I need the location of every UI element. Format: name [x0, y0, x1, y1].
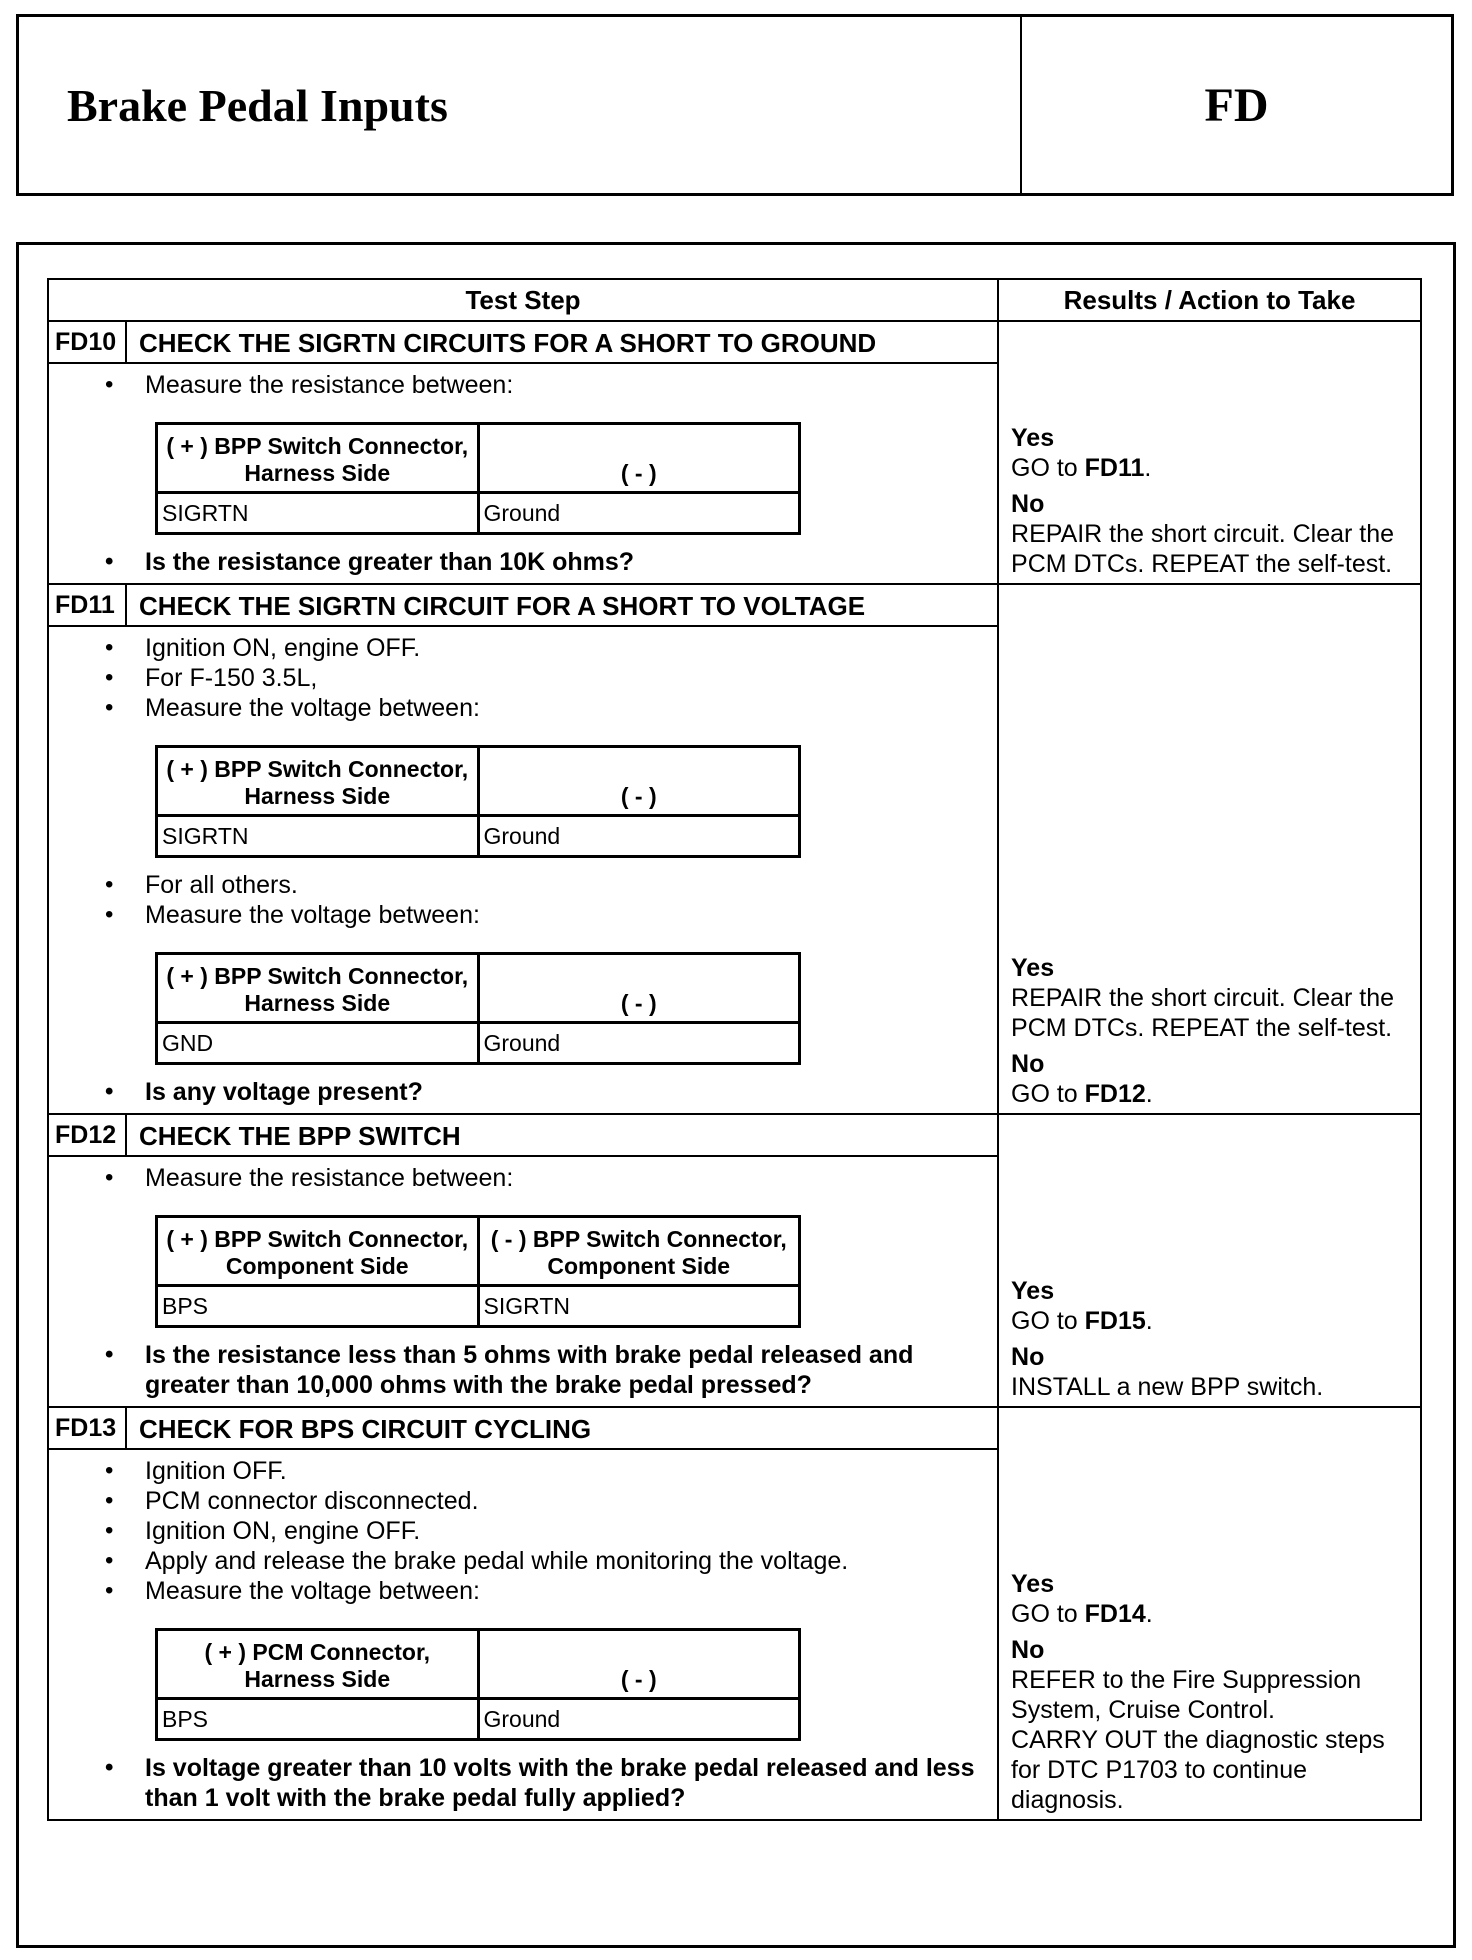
no-label: No [1011, 1050, 1045, 1078]
step-link[interactable]: FD11 [1084, 454, 1145, 482]
minus-header: ( - ) [478, 1630, 800, 1699]
yes-action: REPAIR the short circuit. Clear the PCM DTCs. REPEAT the self-test. [1011, 984, 1395, 1042]
instruction: • Ignition ON, engine OFF. [145, 633, 989, 663]
step-results [998, 321, 1421, 584]
instruction: • Measure the voltage between: [145, 693, 989, 723]
plus-value: SIGRTN [157, 493, 479, 534]
step-row-fd10 [48, 321, 1421, 363]
no-label: No [1011, 490, 1045, 518]
step-link[interactable]: FD14 [1084, 1600, 1146, 1628]
diagnostic-table [47, 278, 1422, 1821]
step-title: CHECK FOR BPS CIRCUIT CYCLING [126, 1407, 998, 1449]
step-body [48, 1449, 998, 1820]
step-title: CHECK THE SIGRTN CIRCUIT FOR A SHORT TO VOLTAGE [126, 584, 998, 626]
step-row-fd12 [48, 1114, 1421, 1156]
yes-action: GO to FD11. [1011, 454, 1152, 482]
minus-header: ( - ) BPP Switch Connector, Component Side [478, 1217, 800, 1286]
no-action: REFER to the Fire Suppression System, Cruise Control. [1011, 1666, 1362, 1724]
minus-value: Ground [478, 493, 800, 534]
yes-label: Yes [1011, 424, 1055, 452]
step-body [48, 363, 998, 584]
yes-label: Yes [1011, 1277, 1055, 1305]
instruction: • Measure the voltage between: [145, 900, 989, 930]
step-results [998, 1407, 1421, 1820]
page-title: Brake Pedal Inputs [19, 17, 1022, 193]
step-code: FD12 [48, 1114, 126, 1156]
question: • Is the resistance less than 5 ohms with brake pedal released and greater than 10,000 ohms with the brake pedal pressed? [145, 1340, 989, 1400]
step-title: CHECK THE BPP SWITCH [126, 1114, 998, 1156]
step-row-fd13 [48, 1407, 1421, 1449]
plus-value: BPS [157, 1699, 479, 1740]
minus-header: ( - ) [478, 424, 800, 493]
no-action: REPAIR the short circuit. Clear the PCM DTCs. REPEAT the self-test. [1011, 520, 1395, 578]
instruction: • Ignition OFF. [145, 1456, 989, 1486]
question: • Is the resistance greater than 10K ohms? [145, 547, 989, 577]
instruction: • Ignition ON, engine OFF. [145, 1516, 989, 1546]
measurement-table [155, 1215, 801, 1328]
no-action: GO to FD12. [1011, 1080, 1153, 1108]
measurement-table [155, 952, 801, 1065]
no-action: INSTALL a new BPP switch. [1011, 1373, 1324, 1401]
no-label: No [1011, 1343, 1045, 1371]
section-code: FD [1204, 78, 1269, 132]
minus-header: ( - ) [478, 747, 800, 816]
instruction: • PCM connector disconnected. [145, 1486, 989, 1516]
step-results [998, 584, 1421, 1114]
column-header-test-step: Test Step [48, 279, 998, 321]
plus-header: ( + ) BPP Switch Connector, Component Side [157, 1217, 479, 1286]
instruction: • Measure the resistance between: [145, 1163, 989, 1193]
yes-action: GO to FD15. [1011, 1307, 1153, 1335]
step-link[interactable]: FD15 [1084, 1307, 1146, 1335]
column-header-results: Results / Action to Take [998, 279, 1421, 321]
minus-value: Ground [478, 1699, 800, 1740]
plus-header: ( + ) BPP Switch Connector, Harness Side [157, 424, 479, 493]
plus-value: GND [157, 1023, 479, 1064]
question: • Is voltage greater than 10 volts with the brake pedal released and less than 1 volt with the brake pedal fully applied? [145, 1753, 989, 1813]
step-link[interactable]: FD12 [1084, 1080, 1146, 1108]
plus-value: SIGRTN [157, 816, 479, 857]
instruction: • Apply and release the brake pedal while monitoring the voltage. [145, 1546, 989, 1576]
minus-header: ( - ) [478, 954, 800, 1023]
measurement-table [155, 745, 801, 858]
no-action: CARRY OUT the diagnostic steps for DTC P1703 to continue diagnosis. [1011, 1726, 1385, 1814]
measurement-table [155, 422, 801, 535]
step-code: FD13 [48, 1407, 126, 1449]
step-body [48, 626, 998, 1114]
instruction: • Measure the resistance between: [145, 370, 989, 400]
step-body [48, 1156, 998, 1407]
measurement-table [155, 1628, 801, 1741]
no-label: No [1011, 1636, 1045, 1664]
instruction: • For F-150 3.5L, [145, 663, 989, 693]
step-title: CHECK THE SIGRTN CIRCUITS FOR A SHORT TO GROUND [126, 321, 998, 363]
question: • Is any voltage present? [145, 1077, 989, 1107]
step-row-fd11 [48, 584, 1421, 626]
plus-value: BPS [157, 1286, 479, 1327]
instruction: • For all others. [145, 870, 989, 900]
minus-value: Ground [478, 1023, 800, 1064]
step-code: FD10 [48, 321, 126, 363]
plus-header: ( + ) PCM Connector, Harness Side [157, 1630, 479, 1699]
minus-value: SIGRTN [478, 1286, 800, 1327]
plus-header: ( + ) BPP Switch Connector, Harness Side [157, 954, 479, 1023]
instruction: • Measure the voltage between: [145, 1576, 989, 1606]
yes-label: Yes [1011, 1570, 1055, 1598]
yes-label: Yes [1011, 954, 1055, 982]
minus-value: Ground [478, 816, 800, 857]
step-results [998, 1114, 1421, 1407]
yes-action: GO to FD14. [1011, 1600, 1153, 1628]
page-header [16, 14, 1454, 196]
plus-header: ( + ) BPP Switch Connector, Harness Side [157, 747, 479, 816]
step-code: FD11 [48, 584, 126, 626]
